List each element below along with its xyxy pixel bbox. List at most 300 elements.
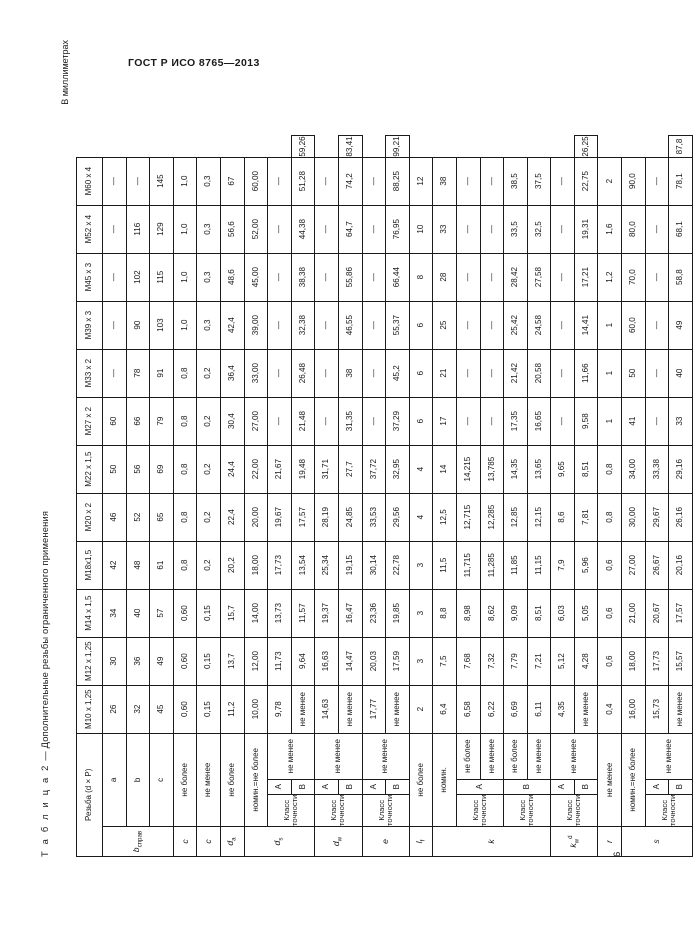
table-cell-value: 5,05 xyxy=(574,589,598,637)
table-row xyxy=(315,136,339,857)
table-cell-value: 26,16 xyxy=(669,493,693,541)
table-cell-value: 46 xyxy=(103,493,127,541)
limit-label: b xyxy=(126,733,150,826)
table-cell-value: 17,73 xyxy=(645,637,669,685)
table-cell-value: 49 xyxy=(150,637,174,685)
table-cell-value: — xyxy=(480,157,504,205)
table-cell-value: 0,15 xyxy=(197,589,221,637)
table-cell-value: — xyxy=(103,205,127,253)
table-cell-value: 0,8 xyxy=(173,493,197,541)
table-cell-value: 1,2 xyxy=(598,253,622,301)
table-cell-value: 145 xyxy=(150,157,174,205)
table-cell-value: 38,38 xyxy=(291,253,315,301)
table-cell-value: 46,55 xyxy=(338,301,362,349)
table-cell-value: — xyxy=(645,301,669,349)
row-symbol: $l_f$ xyxy=(409,827,433,857)
table-cell-value: 79 xyxy=(150,397,174,445)
table-cell-value: 102 xyxy=(126,253,150,301)
table-cell-value: — xyxy=(362,205,386,253)
table-row xyxy=(645,136,669,857)
table-cell-value: 129 xyxy=(150,205,174,253)
table-cell-value: 66 xyxy=(126,397,150,445)
table-cell-value: 16,00 xyxy=(622,685,646,733)
table-cell-value: 0,3 xyxy=(197,253,221,301)
table-cell-value: 15,57 xyxy=(669,637,693,685)
accuracy-class-label: Класс точности xyxy=(268,794,315,826)
table-cell-value: 9,78 xyxy=(268,685,292,733)
table-row xyxy=(598,136,622,857)
table-cell-value: 20,03 xyxy=(362,637,386,685)
accuracy-class-letter: A xyxy=(456,779,503,794)
table-cell-value: 68,1 xyxy=(669,205,693,253)
accuracy-class-letter: B xyxy=(669,779,693,794)
accuracy-class-label: Класс точности xyxy=(551,794,598,826)
table-cell-value: 74,2 xyxy=(338,157,362,205)
limit-label: не менее xyxy=(480,733,504,779)
table-row xyxy=(197,136,221,857)
table-cell-value: 37,29 xyxy=(386,397,410,445)
table-row xyxy=(126,136,150,857)
table-cell-value: 36,4 xyxy=(220,349,244,397)
table-cell-value: 0,3 xyxy=(197,301,221,349)
table-cell-value: — xyxy=(645,397,669,445)
table-cell-value: 0,8 xyxy=(598,493,622,541)
table-cell-value: 40 xyxy=(126,589,150,637)
table-cell-value: 0,60 xyxy=(173,589,197,637)
table-row xyxy=(268,136,292,857)
table-cell-value: 99,21 xyxy=(386,136,410,157)
table-cell-value: 14,63 xyxy=(315,685,339,733)
accuracy-class-letter: A xyxy=(645,779,669,794)
row-symbol: c xyxy=(173,827,197,857)
table-cell-value: 38 xyxy=(433,157,457,205)
table-cell-value: 12,15 xyxy=(527,493,551,541)
table-caption-prefix: Т а б л и ц а 2 xyxy=(40,763,50,857)
table-head xyxy=(77,136,103,857)
table-cell-value: — xyxy=(480,253,504,301)
table-cell-value: 6 xyxy=(409,349,433,397)
table-cell-value: — xyxy=(551,349,575,397)
limit-label: не менее xyxy=(669,685,693,733)
table-cell-value: 38 xyxy=(338,349,362,397)
table-cell-value: 13,54 xyxy=(291,541,315,589)
table-cell-value: — xyxy=(551,301,575,349)
table-cell-value: 0,2 xyxy=(197,445,221,493)
table-cell-value: — xyxy=(362,349,386,397)
table-cell-value: 20,67 xyxy=(645,589,669,637)
table-cell-value: 59,26 xyxy=(291,136,315,157)
table-row xyxy=(173,136,197,857)
table-cell-value: 30,4 xyxy=(220,397,244,445)
table-cell-value: 116 xyxy=(126,205,150,253)
row-symbol: $k_w^d$ xyxy=(551,827,598,857)
table-cell-value: 22,78 xyxy=(386,541,410,589)
table-cell-value: 4 xyxy=(409,493,433,541)
table-caption xyxy=(40,511,50,857)
table-cell-value: 6 xyxy=(409,301,433,349)
limit-label: не более xyxy=(173,733,197,826)
table-cell-value: 0,8 xyxy=(173,445,197,493)
table-cell-value: 26,48 xyxy=(291,349,315,397)
table-cell-value: 8 xyxy=(409,253,433,301)
table-cell-value: — xyxy=(315,157,339,205)
table-cell-value: 60,00 xyxy=(244,157,268,205)
table-cell-value: 58,8 xyxy=(669,253,693,301)
table-cell-value: 32,5 xyxy=(527,205,551,253)
table-cell-value: 51,28 xyxy=(291,157,315,205)
table-row xyxy=(456,136,480,857)
table-cell-value: 25,42 xyxy=(504,301,528,349)
table-row xyxy=(480,136,504,857)
table-cell-value: — xyxy=(480,205,504,253)
table-row xyxy=(504,136,528,857)
table-cell-value: 50 xyxy=(622,349,646,397)
table-cell-value: 20,00 xyxy=(244,493,268,541)
table-cell-value: 1,6 xyxy=(598,205,622,253)
table-cell-value: 12 xyxy=(409,157,433,205)
column-header-thread: M60 x 4 xyxy=(77,157,103,205)
table-cell-value: 7,21 xyxy=(527,637,551,685)
table-cell-value: 4,35 xyxy=(551,685,575,733)
table-cell-value: — xyxy=(268,301,292,349)
table-cell-value: — xyxy=(645,205,669,253)
accuracy-class-label: Класс точности xyxy=(504,794,551,826)
table-cell-value: 27,00 xyxy=(622,541,646,589)
table-cell-value: 60 xyxy=(103,397,127,445)
table-cell-value: 0,6 xyxy=(598,541,622,589)
table-cell-value: 11,73 xyxy=(268,637,292,685)
table-cell-value: — xyxy=(551,397,575,445)
table-cell-value: 12,285 xyxy=(480,493,504,541)
page-number: 6 xyxy=(612,851,623,857)
table-cell-value: 33,5 xyxy=(504,205,528,253)
table-cell-value: 13,785 xyxy=(480,445,504,493)
table-cell-value: 17,57 xyxy=(291,493,315,541)
table-cell-value: 0,2 xyxy=(197,493,221,541)
table-cell-value: 32,95 xyxy=(386,445,410,493)
table-cell-value: 1 xyxy=(598,301,622,349)
table-cell-value: 42,4 xyxy=(220,301,244,349)
table-cell-value: — xyxy=(456,253,480,301)
table-row xyxy=(551,136,575,857)
table-cell-value: 7,81 xyxy=(574,493,598,541)
table-cell-value: 28 xyxy=(433,253,457,301)
table-cell-value: 19,37 xyxy=(315,589,339,637)
limit-label: номин.=не более xyxy=(244,733,268,826)
table-cell-value: 24,58 xyxy=(527,301,551,349)
table-cell-value: 0,2 xyxy=(197,541,221,589)
table-cell-value: 90,0 xyxy=(622,157,646,205)
table-cell-value: 0,60 xyxy=(173,685,197,733)
accuracy-class-letter: A xyxy=(268,779,292,794)
table-cell-value: 45 xyxy=(150,685,174,733)
table-cell-value: 17,21 xyxy=(574,253,598,301)
table-cell-value: 14,47 xyxy=(338,637,362,685)
table-cell-value: 6,11 xyxy=(527,685,551,733)
limit-label: c xyxy=(150,733,174,826)
table-cell-value: — xyxy=(268,205,292,253)
table-cell-value: 6,22 xyxy=(480,685,504,733)
table-cell-value: 8,51 xyxy=(527,589,551,637)
table-cell-value: 6,58 xyxy=(456,685,480,733)
table-row xyxy=(103,136,127,857)
table-cell-value: 20,58 xyxy=(527,349,551,397)
table-cell-value: 30 xyxy=(103,637,127,685)
table-cell-value: 22,4 xyxy=(220,493,244,541)
table-row xyxy=(362,136,386,857)
table-cell-value: 6,03 xyxy=(551,589,575,637)
row-symbol: c xyxy=(197,827,221,857)
table-cell-value: 18,00 xyxy=(622,637,646,685)
table-cell-value: 12,5 xyxy=(433,493,457,541)
table-cell-value: 19,85 xyxy=(386,589,410,637)
table-cell-value: 1,0 xyxy=(173,205,197,253)
table-row xyxy=(527,136,551,857)
table-cell-value: 24,4 xyxy=(220,445,244,493)
table-cell-value: 26,25 xyxy=(574,136,598,157)
table-cell-value: 17,57 xyxy=(669,589,693,637)
table-cell-value: 33,53 xyxy=(362,493,386,541)
limit-label: не более xyxy=(409,733,433,826)
table-cell-value: 38,5 xyxy=(504,157,528,205)
table-cell-value: — xyxy=(268,157,292,205)
table-row xyxy=(409,136,433,857)
table-cell-value: 9,65 xyxy=(551,445,575,493)
table-cell-value: — xyxy=(362,301,386,349)
table-cell-value: 29,16 xyxy=(669,445,693,493)
table-row xyxy=(150,136,174,857)
table-cell-value: 1,0 xyxy=(173,157,197,205)
table-cell-value: 9,09 xyxy=(504,589,528,637)
table-cell-value: 27,00 xyxy=(244,397,268,445)
table-cell-value: 1 xyxy=(598,349,622,397)
table-cell-value: 33,38 xyxy=(645,445,669,493)
table-cell-value: 29,56 xyxy=(386,493,410,541)
table-cell-value: 13,7 xyxy=(220,637,244,685)
table-cell-value: 39,00 xyxy=(244,301,268,349)
table-cell-value: 69 xyxy=(150,445,174,493)
table-cell-value: 11,85 xyxy=(504,541,528,589)
table-cell-value: 15,7 xyxy=(220,589,244,637)
limit-label: не менее xyxy=(386,685,410,733)
table-cell-value: 17 xyxy=(433,397,457,445)
table-cell-value: 50 xyxy=(103,445,127,493)
table-cell-value: 60,0 xyxy=(622,301,646,349)
table-cell-value: 91 xyxy=(150,349,174,397)
table-cell-value: 12,715 xyxy=(456,493,480,541)
limit-label: a xyxy=(103,733,127,826)
table-caption-text: Дополнительные резьбы ограниченного применения xyxy=(40,510,50,749)
table-cell-value: 32 xyxy=(126,685,150,733)
table-cell-value: 20,16 xyxy=(669,541,693,589)
column-header-thread: M39 x 3 xyxy=(77,301,103,349)
limit-label: не более xyxy=(220,733,244,826)
column-header-thread: M22 x 1,5 xyxy=(77,445,103,493)
row-symbol: $d_a$ xyxy=(220,827,244,857)
table-cell-value: 45,2 xyxy=(386,349,410,397)
table-row xyxy=(433,136,457,857)
table-cell-value: 25 xyxy=(433,301,457,349)
table-cell-value: 48 xyxy=(126,541,150,589)
column-header-thread: M33 x 2 xyxy=(77,349,103,397)
row-symbol: $b_{справ}$ xyxy=(103,827,174,857)
accuracy-class-letter: A xyxy=(551,779,575,794)
table-cell-value: 0,3 xyxy=(197,205,221,253)
table-cell-value: — xyxy=(456,205,480,253)
table-cell-value: 48,6 xyxy=(220,253,244,301)
table-cell-value: — xyxy=(456,349,480,397)
table-cell-value: 7,5 xyxy=(433,637,457,685)
table-cell-value: 11,57 xyxy=(291,589,315,637)
table-cell-value: 49 xyxy=(669,301,693,349)
table-cell-value: 9,58 xyxy=(574,397,598,445)
table-cell-value: — xyxy=(551,205,575,253)
table-cell-value: 29,67 xyxy=(645,493,669,541)
accuracy-class-letter: B xyxy=(291,779,315,794)
table-cell-value: 3 xyxy=(409,637,433,685)
column-header-thread: M14 x 1,5 xyxy=(77,589,103,637)
table-cell-value: 0,6 xyxy=(598,589,622,637)
table-cell-value: 27,7 xyxy=(338,445,362,493)
running-head: ГОСТ Р ИСО 8765—2013 xyxy=(128,57,260,69)
table-cell-value: 41 xyxy=(622,397,646,445)
table-cell-value: 34 xyxy=(103,589,127,637)
table-cell-value: — xyxy=(315,397,339,445)
table-cell-value: 23,36 xyxy=(362,589,386,637)
table-cell-value: — xyxy=(315,253,339,301)
table-cell-value: — xyxy=(480,397,504,445)
table-cell-value: — xyxy=(103,301,127,349)
table-cell-value: 0,15 xyxy=(197,685,221,733)
table-cell-value: 88,25 xyxy=(386,157,410,205)
table-cell-value: 21,42 xyxy=(504,349,528,397)
table-cell-value: 90 xyxy=(126,301,150,349)
table-cell-value: 55,37 xyxy=(386,301,410,349)
column-header-thread: M18x1,5 xyxy=(77,541,103,589)
accuracy-class-letter: B xyxy=(338,779,362,794)
table-cell-value: 45,00 xyxy=(244,253,268,301)
table-cell-value: 0,8 xyxy=(173,397,197,445)
table-cell-value: 61 xyxy=(150,541,174,589)
table-cell-value: 115 xyxy=(150,253,174,301)
column-header-thread: M27 x 2 xyxy=(77,397,103,445)
table-cell-value: 14,215 xyxy=(456,445,480,493)
table-cell-value: 11,285 xyxy=(480,541,504,589)
table-cell-value: — xyxy=(645,157,669,205)
table-cell-value: 11,5 xyxy=(433,541,457,589)
table-cell-value: 33,00 xyxy=(244,349,268,397)
table-cell-value: 37,72 xyxy=(362,445,386,493)
limit-label: не более xyxy=(456,733,480,779)
limit-label: не менее xyxy=(291,685,315,733)
row-symbol: k xyxy=(433,827,551,857)
table-cell-value: 14 xyxy=(433,445,457,493)
limit-label: не менее xyxy=(645,733,692,779)
table-cell-value: 13,73 xyxy=(268,589,292,637)
table-cell-value: — xyxy=(645,253,669,301)
table-body xyxy=(103,136,693,857)
table-cell-value: 11,2 xyxy=(220,685,244,733)
table-cell-value: 0,6 xyxy=(598,637,622,685)
table-cell-value: 78 xyxy=(126,349,150,397)
table-cell-value: — xyxy=(456,157,480,205)
column-header-thread: M12 x 1,25 xyxy=(77,637,103,685)
table-cell-value: 8,62 xyxy=(480,589,504,637)
accuracy-class-label: Класс точности xyxy=(362,794,409,826)
table-cell-value: 0,2 xyxy=(197,349,221,397)
table-cell-value: 6 xyxy=(409,397,433,445)
table-cell-value: — xyxy=(103,253,127,301)
accuracy-class-letter: B xyxy=(574,779,598,794)
table-cell-value: 33 xyxy=(433,205,457,253)
table-cell-value: 21,48 xyxy=(291,397,315,445)
table-cell-value: 17,73 xyxy=(268,541,292,589)
table-cell-value: 21 xyxy=(433,349,457,397)
table-cell-value: — xyxy=(362,253,386,301)
limit-label: не менее xyxy=(338,685,362,733)
table-cell-value: 19,31 xyxy=(574,205,598,253)
table-cell-value: 9,64 xyxy=(291,637,315,685)
table-cell-value: 22,75 xyxy=(574,157,598,205)
table-cell-value: 17,59 xyxy=(386,637,410,685)
table-cell-value: 7,9 xyxy=(551,541,575,589)
table-cell-value: — xyxy=(103,349,127,397)
row-symbol: r xyxy=(598,827,622,857)
table-cell-value: 0,2 xyxy=(197,397,221,445)
table-cell-value: 83,41 xyxy=(338,136,362,157)
table-cell-value: 18,00 xyxy=(244,541,268,589)
table-cell-value: — xyxy=(362,157,386,205)
column-header-thread: M52 x 4 xyxy=(77,205,103,253)
table-cell-value: 11,66 xyxy=(574,349,598,397)
table-cell-value: — xyxy=(456,301,480,349)
table-cell-value: — xyxy=(315,205,339,253)
table-cell-value: 16,47 xyxy=(338,589,362,637)
table-cell-value: 87,8 xyxy=(669,136,693,157)
table-cell-value: 1,0 xyxy=(173,253,197,301)
accuracy-class-letter: A xyxy=(315,779,339,794)
limit-label: номин. xyxy=(433,733,457,826)
limit-label: не менее xyxy=(551,733,598,779)
accuracy-class-label: Класс точности xyxy=(456,794,503,826)
table-cell-value: 0,8 xyxy=(173,541,197,589)
accuracy-class-letter: A xyxy=(362,779,386,794)
table-cell-value: 11,715 xyxy=(456,541,480,589)
table-cell-value: 12,85 xyxy=(504,493,528,541)
table-header-row xyxy=(77,136,103,857)
table-cell-value: 2 xyxy=(598,157,622,205)
table-cell-value: 55,86 xyxy=(338,253,362,301)
table-cell-value: 0,4 xyxy=(598,685,622,733)
limit-label: не менее xyxy=(362,733,409,779)
table-cell-value: 33 xyxy=(669,397,693,445)
table-cell-value: 10 xyxy=(409,205,433,253)
table-cell-value: — xyxy=(268,397,292,445)
table-cell-value: — xyxy=(268,349,292,397)
table-cell-value: 19,48 xyxy=(291,445,315,493)
table-cell-value: 7,79 xyxy=(504,637,528,685)
table-cell-value: 7,68 xyxy=(456,637,480,685)
table-cell-value: — xyxy=(551,157,575,205)
row-symbol: $d_w$ xyxy=(315,827,362,857)
table-cell-value: 30,00 xyxy=(622,493,646,541)
table-cell-value: 32,38 xyxy=(291,301,315,349)
accuracy-class-label: Класс точности xyxy=(645,794,692,826)
table-cell-value: 76,95 xyxy=(386,205,410,253)
accuracy-class-letter: B xyxy=(504,779,551,794)
table-cell-value: 6,69 xyxy=(504,685,528,733)
table-cell-value: 36 xyxy=(126,637,150,685)
